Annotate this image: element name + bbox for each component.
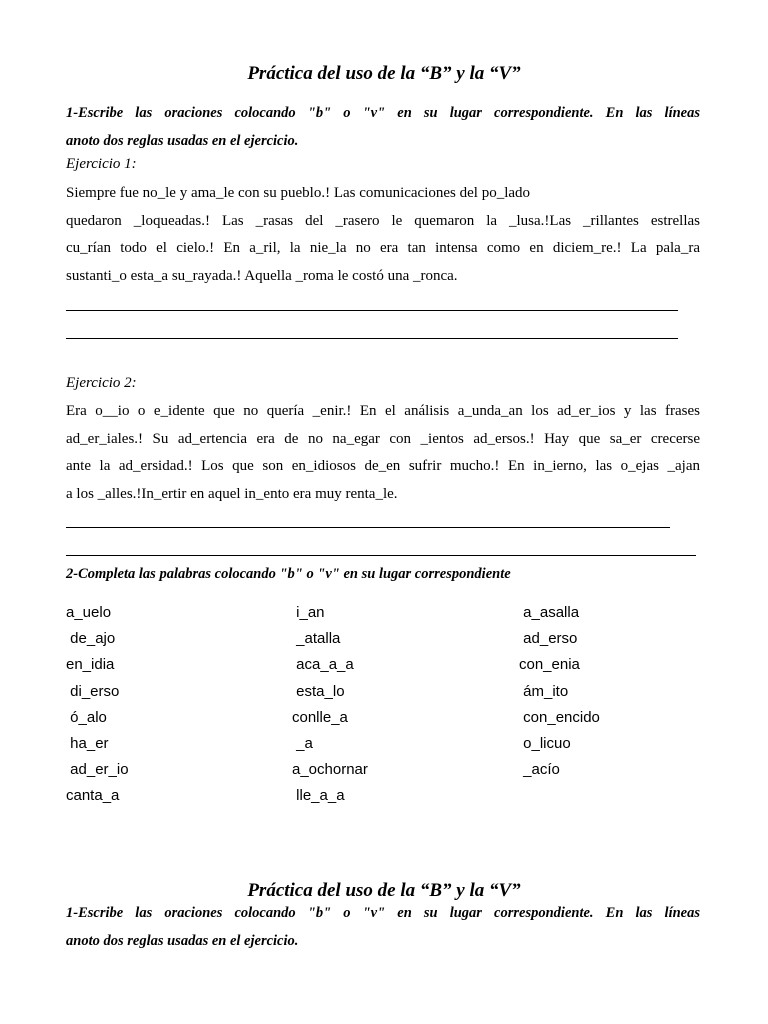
- word-item: a_uelo: [66, 604, 112, 621]
- exercise-line: ad_er_iales.! Su ad_ertencia era de no na_egar con _ientos ad_ersos.! Hay que sa_er crecerse: [66, 430, 700, 447]
- exercise-line: a los _alles.!In_ertir en aquel in_ento era muy renta_le.: [66, 485, 398, 502]
- word-item: esta_lo: [292, 682, 345, 700]
- word-item: lle_a_a: [292, 787, 345, 805]
- word-item: de_ajo: [66, 630, 116, 648]
- exercise2-text: [66, 398, 700, 508]
- page-title: Práctica del uso de la “B” y la “V”: [247, 63, 521, 84]
- word-item: a_asalla: [519, 604, 580, 621]
- word-item: aca_a_a: [292, 656, 354, 674]
- word-item: conlle_a: [292, 708, 348, 726]
- word-item: _a: [292, 735, 313, 753]
- exercise-line: Era o__io o e_idente que no quería _enir.! En el análisis a_unda_an los ad_er_ios y las frases: [66, 403, 700, 419]
- instruction-line: 1-Escribe las oraciones colocando "b" o "v" en su lugar correspondiente. En las líneas: [66, 105, 700, 121]
- answer-line: [66, 338, 678, 339]
- exercise1-text: [66, 180, 700, 290]
- answer-line: [66, 555, 696, 556]
- word-item: ha_er: [66, 735, 109, 753]
- word-item: di_erso: [66, 682, 120, 700]
- word-item: con_encido: [519, 708, 600, 726]
- word-column-3: [519, 600, 600, 783]
- answer-line: [66, 310, 678, 311]
- answer-line: [66, 527, 670, 528]
- repeat-title: Práctica del uso de la “B” y la “V”: [247, 880, 521, 901]
- instruction-line: anoto dos reglas usadas en el ejercicio.: [66, 133, 299, 149]
- word-item: a_ochornar: [292, 761, 368, 779]
- word-item: ad_er_io: [66, 761, 129, 779]
- word-item: en_idia: [66, 656, 115, 674]
- word-item: ó_alo: [66, 708, 107, 726]
- section2-instruction: 2-Completa las palabras colocando "b" o "v" en su lugar correspondiente: [66, 566, 511, 582]
- exercise-line: quedaron _loqueadas.! Las _rasas del _rasero le quemaron la _lusa.!Las _rillantes estrellas: [66, 212, 700, 229]
- word-item: ad_erso: [519, 630, 578, 648]
- repeat-instruction: [66, 899, 700, 955]
- exercise-line: sustanti_o esta_a su_rayada.! Aquella _roma le costó una _ronca.: [66, 267, 458, 284]
- section1-instruction: [66, 99, 700, 155]
- word-item: _atalla: [292, 630, 341, 648]
- word-column-2: [292, 600, 368, 810]
- exercise1-label: Ejercicio 1:: [66, 156, 137, 172]
- instruction-line: 1-Escribe las oraciones colocando "b" o "v" en su lugar correspondiente. En las líneas: [66, 905, 700, 921]
- instruction-line: anoto dos reglas usadas en el ejercicio.: [66, 933, 299, 949]
- exercise-line: Siempre fue no_le y ama_le con su pueblo.! Las comunicaciones del po_lado: [66, 185, 531, 201]
- exercise2-label: Ejercicio 2:: [66, 375, 137, 391]
- word-item: con_enia: [519, 656, 580, 674]
- exercise-line: ante la ad_ersidad.! Los que son en_idiosos de_en sufrir mucho.! En in_ierno, las o_ejas _ajan: [66, 458, 700, 474]
- word-item: _acío: [519, 761, 560, 779]
- word-column-1: [66, 600, 129, 810]
- word-item: ám_ito: [519, 682, 569, 700]
- word-item: i_an: [292, 604, 325, 621]
- word-item: o_licuo: [519, 735, 571, 753]
- word-item: canta_a: [66, 787, 120, 805]
- exercise-line: cu_rían todo el cielo.! En a_ril, la nie_la no era tan intensa como en diciem_re.! La pala_ra: [66, 240, 700, 256]
